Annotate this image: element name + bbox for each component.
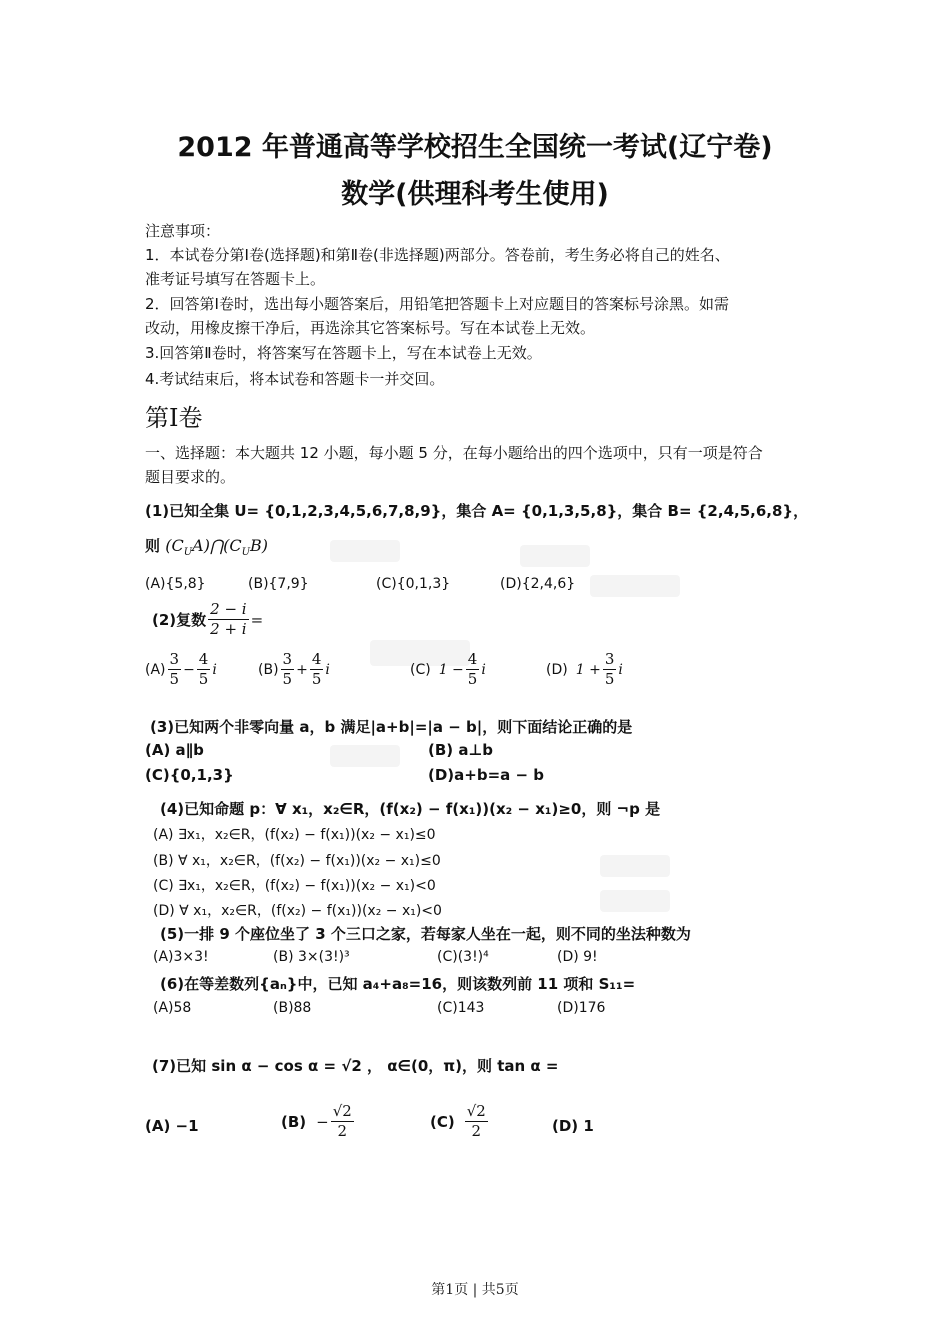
imaginary-unit: i xyxy=(618,661,623,678)
numerator: 3 xyxy=(604,650,615,668)
operator: + xyxy=(296,661,308,678)
question-4-option-d: (D) ∀ x₁，x₂∈R，(f(x₂) − f(x₁))(x₂ − x₁)<0 xyxy=(153,903,442,919)
denominator: 5 xyxy=(467,670,478,688)
page-footer: 第1页 | 共5页 xyxy=(431,1282,519,1298)
fraction xyxy=(331,1102,354,1141)
denominator: 5 xyxy=(169,670,180,688)
denominator: 5 xyxy=(604,670,615,688)
prefix: 1 + xyxy=(575,661,601,678)
note-1-line-1: 1．本试卷分第Ⅰ卷(选择题)和第Ⅱ卷(非选择题)两部分。答卷前，考生务必将自己的姓名、 xyxy=(145,246,730,264)
expr-part: (C xyxy=(165,536,184,555)
option-label: (A) xyxy=(145,661,166,678)
question-1-expression xyxy=(145,535,268,558)
watermark xyxy=(520,545,590,567)
question-2-fraction xyxy=(208,600,248,639)
question-3-option-a: (A) a∥b xyxy=(145,741,204,759)
denominator: 5 xyxy=(311,670,322,688)
section-intro-line-2: 题目要求的。 xyxy=(145,468,236,486)
denominator: 2 xyxy=(471,1122,482,1140)
question-5-option-d: (D) 9! xyxy=(557,949,598,965)
numerator: 4 xyxy=(467,650,478,668)
question-4-option-b: (B) ∀ x₁，x₂∈R，(f(x₂) − f(x₁))(x₂ − x₁)≤0 xyxy=(153,853,441,869)
question-1-option-b: (B){7,9} xyxy=(248,576,309,592)
option-label: (C) xyxy=(410,661,431,678)
question-1-option-d: (D){2,4,6} xyxy=(500,576,576,592)
fraction xyxy=(310,650,324,689)
option-label: (C) xyxy=(430,1112,455,1131)
question-4-option-c: (C) ∃x₁，x₂∈R，(f(x₂) − f(x₁))(x₂ − x₁)<0 xyxy=(153,878,436,894)
equals-sign: = xyxy=(250,610,264,629)
denominator: 5 xyxy=(198,670,209,688)
imaginary-unit: i xyxy=(212,661,217,678)
denominator: 5 xyxy=(282,670,293,688)
denominator: 2 xyxy=(337,1122,348,1140)
numerator: √2 xyxy=(466,1102,486,1120)
question-1-option-a: (A){5,8} xyxy=(145,576,206,592)
option-label: (B) xyxy=(281,1112,307,1131)
fraction xyxy=(197,650,211,689)
question-6-option-c: (C)143 xyxy=(437,1000,485,1016)
note-1-line-2: 准考证号填写在答题卡上。 xyxy=(145,270,326,288)
question-2-stem xyxy=(152,600,263,639)
question-4-option-a: (A) ∃x₁，x₂∈R，(f(x₂) − f(x₁))(x₂ − x₁)≤0 xyxy=(153,827,436,843)
watermark xyxy=(330,745,400,767)
prefix: 1 − xyxy=(438,661,464,678)
option-label: (D) xyxy=(546,661,568,678)
expr-part: B) xyxy=(250,536,269,555)
question-3-option-d: (D)a+b=a − b xyxy=(428,766,545,784)
question-2-option-d xyxy=(546,650,623,689)
question-2-label: (2)复数 xyxy=(152,611,207,629)
expr-sub: U xyxy=(241,547,251,559)
fraction xyxy=(281,650,295,689)
imaginary-unit: i xyxy=(481,661,486,678)
fraction xyxy=(465,1102,488,1141)
question-5-stem: (5)一排 9 个座位坐了 3 个三口之家，若每家人坐在一起，则不同的坐法种数为 xyxy=(160,925,691,943)
section-title: 第Ⅰ卷 xyxy=(145,404,203,432)
fraction-numerator: 2 − i xyxy=(210,600,247,618)
exam-subtitle: 数学(供理科考生使用) xyxy=(341,179,609,210)
expr-part: A) xyxy=(192,536,210,555)
question-4-stem: (4)已知命题 p：∀ x₁，x₂∈R，(f(x₂) − f(x₁))(x₂ − x₁)≥0，则 ¬p 是 xyxy=(160,800,661,818)
operator: − xyxy=(183,661,195,678)
question-7-option-a: (A) −1 xyxy=(145,1117,199,1135)
notes-heading: 注意事项： xyxy=(145,222,221,240)
intersection-symbol: ⋂ xyxy=(209,536,224,555)
question-5-option-c: (C)(3!)⁴ xyxy=(437,949,489,965)
question-2-option-a xyxy=(145,650,217,689)
fraction xyxy=(603,650,617,689)
question-6-option-a: (A)58 xyxy=(153,1000,192,1016)
imaginary-unit: i xyxy=(325,661,330,678)
question-2-option-c xyxy=(410,650,486,689)
numerator: 4 xyxy=(311,650,322,668)
question-6-stem: (6)在等差数列{aₙ}中，已知 a₄+a₈=16，则该数列前 11 项和 S₁₁= xyxy=(160,975,636,993)
question-3-option-c: (C){0,1,3} xyxy=(145,766,234,784)
expr-part: (C xyxy=(223,536,242,555)
question-5-option-a: (A)3×3! xyxy=(153,949,209,965)
expr-sub: U xyxy=(183,547,193,559)
question-7-stem: (7)已知 sin α − cos α = √2 ， α∈(0，π)，则 tan α = xyxy=(152,1057,559,1075)
section-intro-line-1: 一、选择题：本大题共 12 小题，每小题 5 分，在每小题给出的四个选项中，只有一项是符合 xyxy=(145,444,763,462)
numerator: 3 xyxy=(169,650,180,668)
question-7-option-d: (D) 1 xyxy=(552,1117,594,1135)
fraction xyxy=(168,650,182,689)
question-6-option-b: (B)88 xyxy=(273,1000,312,1016)
note-4: 4.考试结束后，将本试卷和答题卡一并交回。 xyxy=(145,370,445,388)
question-6-option-d: (D)176 xyxy=(557,1000,606,1016)
note-2-line-2: 改动，用橡皮擦干净后，再选涂其它答案标号。写在本试卷上无效。 xyxy=(145,319,596,337)
note-3: 3.回答第Ⅱ卷时，将答案写在答题卡上，写在本试卷上无效。 xyxy=(145,344,542,362)
numerator: 4 xyxy=(198,650,209,668)
fraction xyxy=(466,650,480,689)
watermark xyxy=(600,890,670,912)
numerator: √2 xyxy=(332,1102,352,1120)
question-2-option-b xyxy=(258,650,330,689)
minus-sign: − xyxy=(316,1112,329,1131)
watermark xyxy=(590,575,680,597)
question-7-option-c xyxy=(430,1102,490,1141)
note-2-line-1: 2．回答第Ⅰ卷时，选出每小题答案后，用铅笔把答题卡上对应题目的答案标号涂黑。如需 xyxy=(145,295,729,313)
watermark xyxy=(330,540,400,562)
question-1-stem: (1)已知全集 U= {0,1,2,3,4,5,6,7,8,9}，集合 A= {0,1,3,5,8}，集合 B= {2,4,5,6,8}， xyxy=(145,502,809,520)
question-5-option-b: (B) 3×(3!)³ xyxy=(273,949,350,965)
option-label: (B) xyxy=(258,661,279,678)
question-1-then: 则 xyxy=(145,537,161,555)
watermark xyxy=(600,855,670,877)
question-1-option-c: (C){0,1,3} xyxy=(376,576,451,592)
question-3-stem: (3)已知两个非零向量 a，b 满足|a+b|=|a − b|，则下面结论正确的是 xyxy=(150,718,633,736)
exam-title: 2012 年普通高等学校招生全国统一考试(辽宁卷) xyxy=(177,132,773,163)
question-7-option-b xyxy=(281,1102,356,1141)
fraction-denominator: 2 + i xyxy=(210,620,247,638)
question-3-option-b: (B) a⊥b xyxy=(428,741,493,759)
numerator: 3 xyxy=(282,650,293,668)
